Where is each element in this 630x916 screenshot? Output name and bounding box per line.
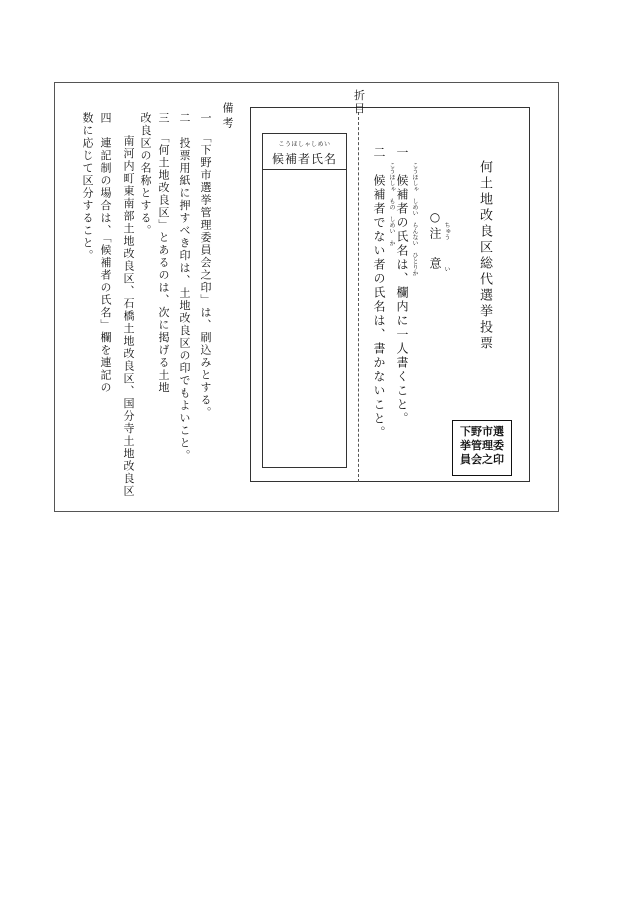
attention-label — [429, 210, 441, 272]
remarks-label: 備考 — [221, 102, 234, 132]
candidate-name-ruby: こうほしゃしめい — [278, 141, 331, 148]
instruction-2 — [373, 146, 385, 440]
remarks-note-3-districts: 南河内町東南部土地改良区、石橋土地改良区、国分寺土地改良区 — [122, 135, 135, 498]
seal-line-1: 下野市選 — [460, 425, 504, 438]
instruction-1-ruby: こうほしゃ しめい らんない ひとりか — [411, 162, 418, 276]
attention-ruby-chu: ちゅう — [443, 222, 450, 240]
instruction-2-text: 候補者でない者の氏名は、書かないこと。 — [372, 174, 386, 440]
instruction-1-num: 一 — [395, 146, 409, 160]
candidate-name-label: 候補者氏名 — [271, 152, 337, 166]
remarks-note-1: 一 「下野市選挙管理委員会之印」は、刷込みとする。 — [199, 112, 212, 419]
fold-line — [358, 112, 359, 482]
attention-text: ○注 意 — [428, 210, 442, 272]
candidate-name-header — [263, 134, 346, 170]
candidate-name-box — [262, 133, 347, 468]
remarks-note-2: 二 投票用紙に押すべき印は、土地改良区の印でもよいこと。 — [178, 112, 191, 462]
instruction-1-text: 候補者の氏名は、欄内に一人書くこと。 — [395, 174, 409, 426]
attention-ruby-i: い — [443, 266, 450, 272]
fold-label-char2: 目 — [354, 102, 365, 115]
instruction-2-ruby: こうほしゃ もの しめい か — [388, 162, 395, 246]
seal-line-3: 員会之印 — [460, 453, 504, 466]
remarks-note-3: 三 「何土地改良区」とあるのは、次に掲げる土地改良区の名称とする。 — [139, 112, 170, 394]
instruction-2-num: 二 — [372, 146, 386, 160]
fold-label-char1: 折 — [354, 89, 365, 102]
ballot-title: 何土地改良区総代選挙投票 — [477, 160, 492, 352]
election-commission-seal — [452, 420, 512, 476]
seal-line-2: 挙管理委 — [460, 439, 504, 452]
instruction-1 — [396, 146, 408, 426]
remarks-note-4: 四 連記制の場合は、「候補者の氏名」欄を連記の数に応じて区分すること。 — [81, 112, 112, 394]
